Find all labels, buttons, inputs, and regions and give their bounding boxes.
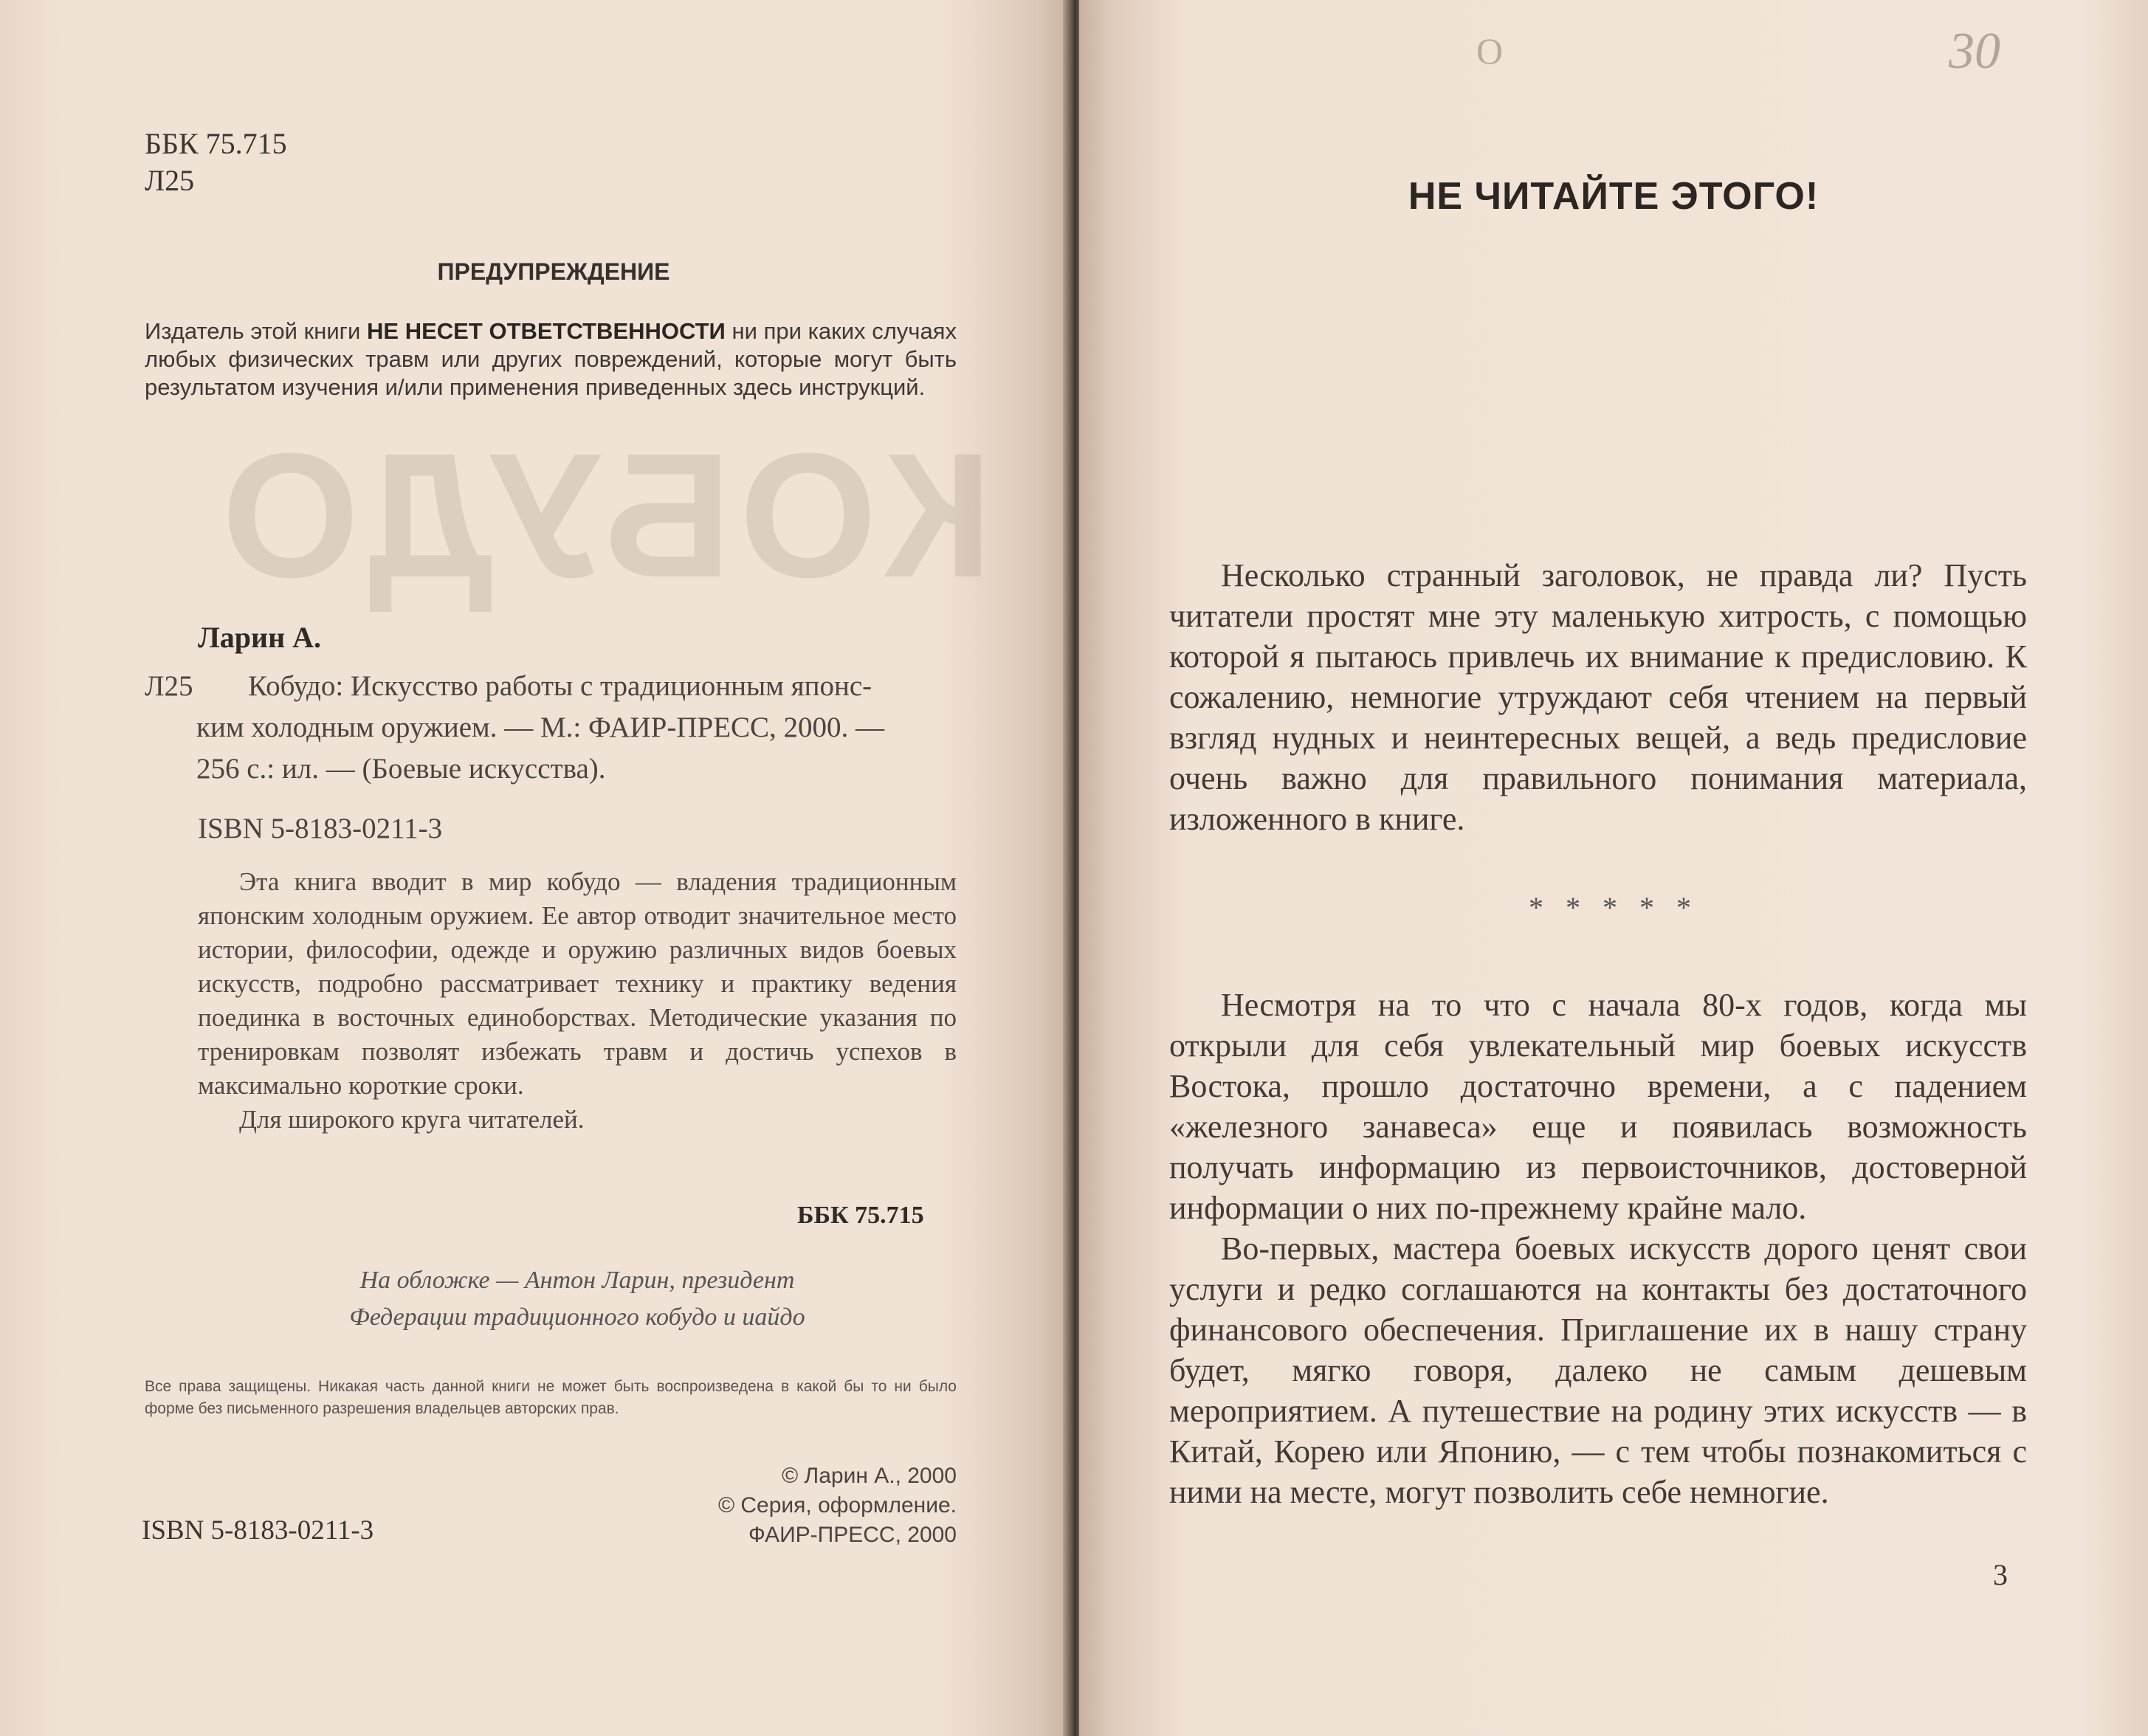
l-code: Л25 [145, 164, 195, 197]
bbk-code-bottom: ББК 75.715 [797, 1202, 924, 1229]
catalog-line-3: 256 с.: ил. — (Боевые искусства). [196, 753, 606, 785]
audience-text: Для широкого круга читателей. [239, 1105, 585, 1134]
annotation-text: Эта книга вводит в мир кобудо — владения традиционным японским холодным оружием. Ее автор отводит значительное место истории, философии, одежде и оружию различных видов боевых искусств, подробно рассматривает технику и практику ведения поединка в восточных единоборствах. Методические указания по тренировкам позволят избежать травм и достичь успехов в максимально короткие сроки. [198, 867, 957, 1100]
warning-text-post: ни при каких случаях любых физических травм или других повреждений, которые могут быть результатом изучения и/или применения приведенных здесь инструкций. [145, 318, 957, 400]
paragraph-2: Несмотря на то что с начала 80-х годов, когда мы открыли для себя увлекательный мир боевых искусств Востока, прошло достаточно времени, а с падением «железного занавеса» еще и появилась возможность получать информацию из первоисточников, достоверной информации о них по-прежнему крайне мало. [1169, 987, 2027, 1226]
warning-title: ПРЕДУПРЕЖДЕНИЕ [437, 258, 670, 285]
catalog-code: Л25 [145, 670, 193, 702]
paragraph-1: Несколько странный заголовок, не правда ли? Пусть читатели простят мне эту маленькую хитрость, с помощью которой я пытаюсь привлечь их внимание к предисловию. К сожалению, немногие утруждают себя чтением на первый взгляд нудных и неинтересных вещей, а ведь предисловие очень важно для правильного понимания материала, изложенного в книге. [1169, 557, 2027, 837]
copyright-line-3: ФАИР-ПРЕСС, 2000 [748, 1523, 957, 1547]
paragraph-3: Во-первых, мастера боевых искусств дорого ценят свои услуги и редко соглашаются на контакты без достаточного финансового обеспечения. Приглашение их в нашу страну будет, мягко говоря, далеко не самым дешевым мероприятием. А путешествие на родину этих искусств — в Китай, Корею или Японию, — с тем чтобы познакомиться с ними на месте, могут позволить себе немногие. [1169, 1230, 2027, 1510]
annotation [198, 865, 957, 1137]
cover-credit [198, 1262, 957, 1336]
cover-line-2: Федерации традиционного кобудо и иайдо [349, 1303, 805, 1331]
isbn-bottom: ISBN 5-8183-0211-3 [142, 1515, 374, 1546]
left-page [0, 0, 1069, 1736]
catalog-line-2: ким холодным оружием. — М.: ФАИР-ПРЕСС, 2000. — [196, 712, 885, 743]
handwritten-note-small: О [1476, 30, 1504, 72]
bbk-header [145, 125, 287, 199]
intro-paragraph [1169, 555, 2027, 839]
catalog-entry [145, 666, 957, 790]
cover-line-1: На обложке — Антон Ларин, президент [359, 1267, 795, 1294]
catalog-line-1: Кобудо: Искусство работы с традиционным японс- [248, 670, 872, 702]
warning-text-pre: Издатель этой книги [145, 318, 367, 344]
chapter-title: НЕ ЧИТАЙТЕ ЭТОГО! [1408, 175, 1820, 218]
body-paragraphs [1169, 985, 2027, 1512]
warning-text [145, 317, 957, 402]
show-through-text: КОБУДО [214, 416, 993, 614]
author-name: Ларин А. [198, 621, 322, 654]
copyright-block [650, 1461, 957, 1550]
warning-text-bold: НЕ НЕСЕТ ОТВЕТСТВЕННОСТИ [366, 318, 726, 344]
page-number: 3 [1993, 1558, 2008, 1591]
copyright-line-1: © Ларин А., 2000 [782, 1464, 957, 1488]
bbk-code: ББК 75.715 [145, 127, 287, 160]
rights-notice: Все права защищены. Никакая часть данной книги не может быть воспроизведена в какой бы то ни было форме без письменного разрешения владельцев авторских прав. [145, 1378, 957, 1417]
isbn: ISBN 5-8183-0211-3 [198, 813, 443, 844]
handwritten-note-top: 30 [1949, 23, 2000, 80]
copyright-line-2: © Серия, оформление. [717, 1493, 957, 1518]
section-separator: * * * * * [1529, 891, 1698, 924]
